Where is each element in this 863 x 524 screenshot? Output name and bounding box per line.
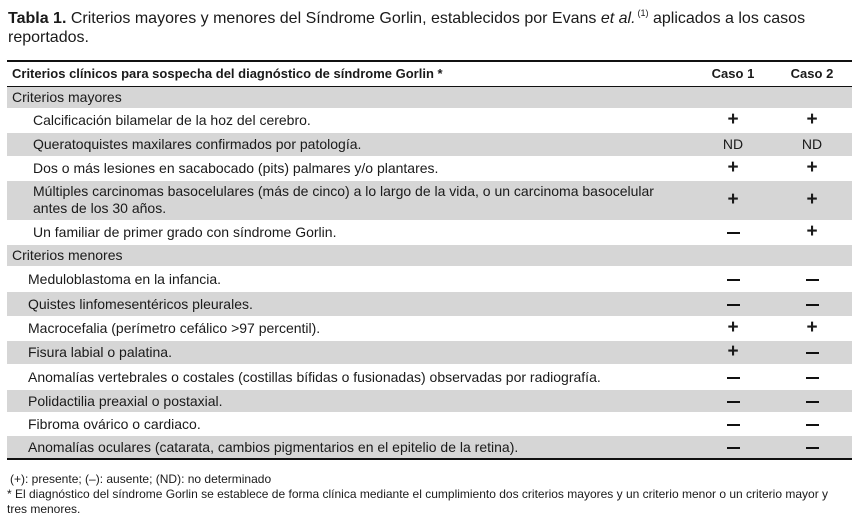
present-mark: +: [727, 317, 739, 338]
present-mark: +: [727, 109, 739, 130]
present-mark: +: [727, 341, 739, 362]
criteria-row: [7, 389, 852, 412]
footnotes: [7, 472, 847, 517]
case-1-value: [694, 316, 772, 340]
criterion-label: Queratoquistes maxilares confirmados por patología.: [7, 132, 694, 156]
criteria-row: [7, 412, 852, 435]
criterion-label: Macrocefalia (perímetro cefálico >97 percentil).: [7, 316, 694, 340]
section-label: Criterios mayores: [7, 86, 694, 108]
criterion-label: [7, 180, 694, 220]
empty-cell: [694, 86, 772, 108]
case-2-value: [772, 364, 852, 389]
not-determined-mark: ND: [801, 136, 823, 152]
criteria-row: [7, 316, 852, 340]
case-2-value: [772, 412, 852, 435]
case-1-value: [694, 364, 772, 389]
present-mark: +: [727, 189, 739, 210]
case-2-value: [772, 340, 852, 364]
criteria-row: [7, 435, 852, 459]
empty-cell: [772, 244, 852, 266]
criterion-label: Un familiar de primer grado con síndrome Gorlin.: [7, 220, 694, 244]
caption-reference: (1): [637, 8, 649, 18]
header-case-1: Caso 1: [694, 61, 772, 86]
present-mark: +: [806, 189, 818, 210]
table-caption: [8, 4, 858, 47]
criteria-row: [7, 291, 852, 316]
case-2-value: [772, 435, 852, 459]
case-2-value: [772, 291, 852, 316]
section-label: Criterios menores: [7, 244, 694, 266]
criterion-label: Meduloblastoma en la infancia.: [7, 266, 694, 291]
absent-mark: [806, 424, 819, 426]
absent-mark: [727, 424, 740, 426]
present-mark: +: [806, 109, 818, 130]
case-1-value: [694, 108, 772, 132]
case-2-value: [772, 220, 852, 244]
criterion-label: Dos o más lesiones en sacabocado (pits) palmares y/o plantares.: [7, 156, 694, 180]
table-header-row: [7, 61, 852, 86]
absent-mark: [806, 304, 819, 306]
criteria-row: [7, 364, 852, 389]
absent-mark: [727, 447, 740, 449]
absent-mark: [727, 401, 740, 403]
caption-text-2: aplicados a los casos reportados.: [8, 10, 806, 46]
absent-mark: [806, 279, 819, 281]
case-1-value: [694, 435, 772, 459]
criterion-label: Anomalías vertebrales o costales (costillas bífidas o fusionadas) observadas por radiografía.: [7, 364, 694, 389]
absent-mark: [727, 304, 740, 306]
case-1-value: [694, 180, 772, 220]
case-2-value: [772, 108, 852, 132]
footnote-note: * El diagnóstico del síndrome Gorlin se establece de forma clínica mediante el cumplimiento dos criterios mayores y un criterio menor o un criterio mayor y tres menores.: [7, 487, 829, 516]
criteria-table: [7, 60, 852, 460]
criterion-label: Polidactilia preaxial o postaxial.: [7, 389, 694, 412]
case-1-value: [694, 340, 772, 364]
table-body: [7, 86, 852, 459]
criterion-label: Anomalías oculares (catarata, cambios pigmentarios en el epitelio de la retina).: [7, 435, 694, 459]
criterion-label: Fisura labial o palatina.: [7, 340, 694, 364]
case-1-value: [694, 389, 772, 412]
empty-cell: [694, 244, 772, 266]
not-determined-mark: ND: [722, 136, 744, 152]
criteria-row: [7, 108, 852, 132]
header-case-2: Caso 2: [772, 61, 852, 86]
criteria-row: [7, 180, 852, 220]
criterion-label-line-1: Múltiples carcinomas basocelulares (más de cinco) a lo largo de la vida, o un carcinoma basocelular: [33, 183, 654, 199]
case-2-value: [772, 156, 852, 180]
criterion-label: Fibroma ovárico o cardiaco.: [7, 412, 694, 435]
criterion-label: Quistes linfomesentéricos pleurales.: [7, 291, 694, 316]
section-row: [7, 86, 852, 108]
case-2-value: [772, 316, 852, 340]
footnote-legend: (+): presente; (–): ausente; (ND): no determinado: [10, 472, 272, 486]
present-mark: +: [806, 221, 818, 242]
case-1-value: [694, 412, 772, 435]
case-2-value: [772, 389, 852, 412]
criteria-row: [7, 220, 852, 244]
case-1-value: [694, 220, 772, 244]
case-1-value: [694, 132, 772, 156]
case-1-value: [694, 266, 772, 291]
present-mark: +: [806, 317, 818, 338]
criteria-row: [7, 156, 852, 180]
absent-mark: [727, 232, 740, 234]
criteria-row: [7, 340, 852, 364]
criteria-row: [7, 132, 852, 156]
caption-text-1: Criterios mayores y menores del Síndrome Gorlin, establecidos por Evans: [66, 10, 601, 27]
section-row: [7, 244, 852, 266]
absent-mark: [806, 401, 819, 403]
caption-label: Tabla 1.: [8, 10, 67, 27]
header-criteria: Criterios clínicos para sospecha del diagnóstico de síndrome Gorlin *: [7, 61, 694, 86]
case-1-value: [694, 291, 772, 316]
caption-italic: et al.: [600, 10, 636, 27]
empty-cell: [772, 86, 852, 108]
case-2-value: [772, 132, 852, 156]
case-2-value: [772, 180, 852, 220]
absent-mark: [806, 352, 819, 354]
absent-mark: [806, 447, 819, 449]
absent-mark: [727, 279, 740, 281]
criterion-label-line-2: antes de los 30 años.: [33, 200, 167, 216]
criterion-label: Calcificación bilamelar de la hoz del cerebro.: [7, 108, 694, 132]
case-2-value: [772, 266, 852, 291]
absent-mark: [806, 377, 819, 379]
present-mark: +: [806, 157, 818, 178]
criteria-row: [7, 266, 852, 291]
absent-mark: [727, 377, 740, 379]
case-1-value: [694, 156, 772, 180]
present-mark: +: [727, 157, 739, 178]
